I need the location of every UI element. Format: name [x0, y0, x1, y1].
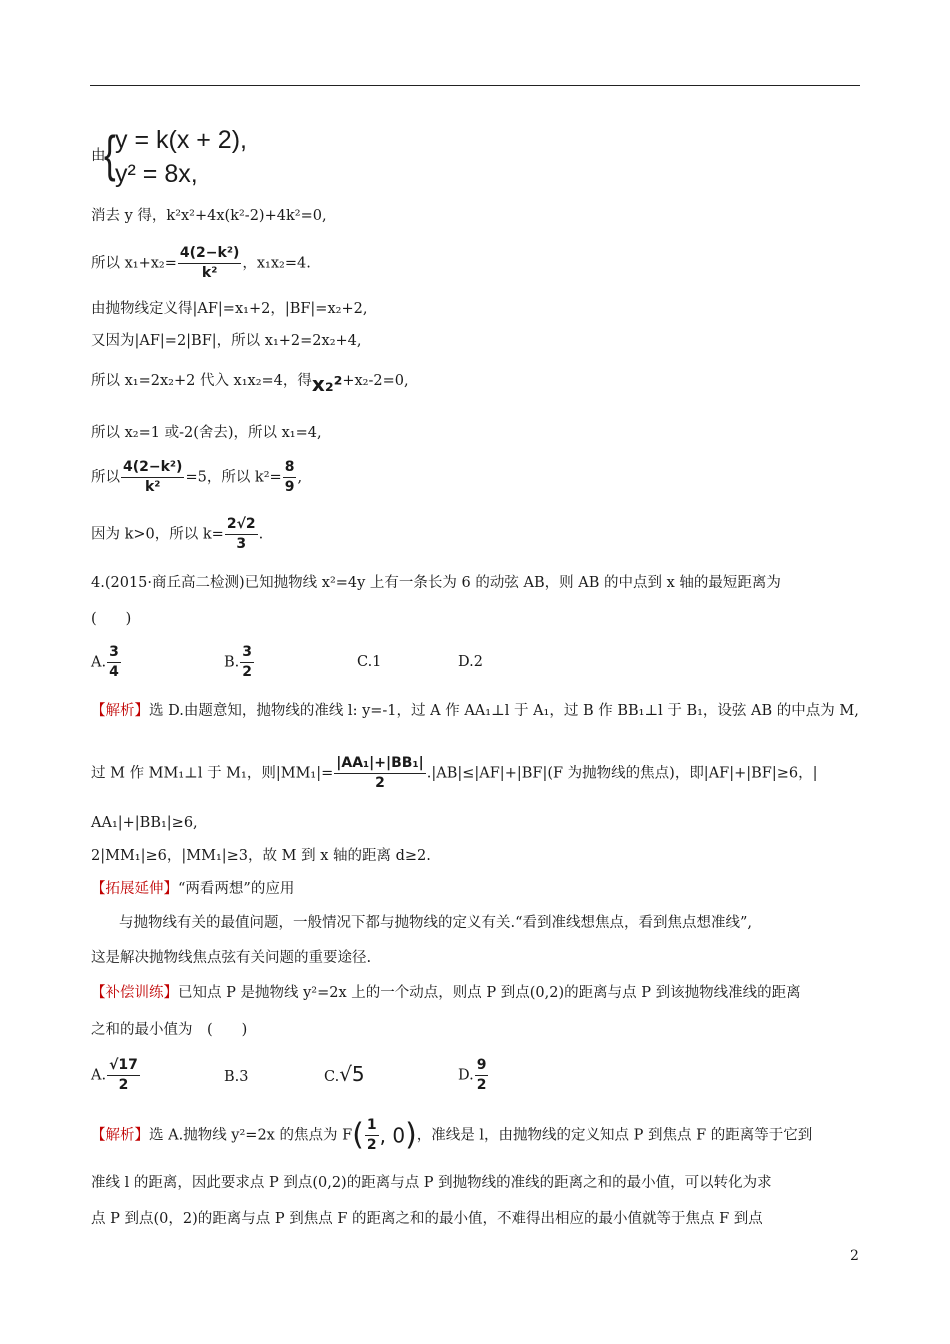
extension-paragraph-1: 与抛物线有关的最值问题，一般情况下都与抛物线的定义有关.“看到准线想焦点，看到焦点想准线”,	[119, 915, 753, 931]
line-substitute	[91, 368, 409, 396]
equation-1: y = k(x + 2),	[115, 126, 247, 154]
left-paren-icon: (	[352, 1117, 364, 1153]
q4-option-c: C.1	[357, 654, 382, 670]
solution-tag: 【解析】	[91, 1127, 149, 1144]
fraction-denominator: 2	[242, 664, 253, 680]
solution-2-line-2: 准线 l 的距离，因此要求点 P 到点(0,2)的距离与点 P 到抛物线的准线的距离之和的最小值，可以转化为求	[91, 1175, 772, 1191]
fraction-numerator: 8	[283, 459, 297, 478]
line-sum-roots	[91, 245, 311, 282]
fraction	[107, 1057, 140, 1094]
solution-1-line-1	[91, 701, 859, 721]
fraction-numerator: 9	[475, 1057, 489, 1076]
text: ,	[297, 469, 303, 486]
text: ，准线是 l，由抛物线的定义知点 P 到焦点 F 的距离等于它到	[416, 1127, 813, 1144]
fraction-denominator: 4	[109, 664, 119, 680]
fraction	[365, 1117, 379, 1154]
equation-2: y² = 8x,	[115, 160, 198, 188]
option-label: A.	[91, 1067, 107, 1084]
fraction-denominator: k²	[145, 479, 161, 495]
fraction-numerator: 1	[365, 1117, 379, 1136]
fraction-numerator: 2√2	[225, 516, 258, 535]
header-rule	[90, 85, 860, 86]
text: 所以 x₁=2x₂+2 代入 x₁x₂=4，得	[91, 373, 312, 389]
line-definition: 由抛物线定义得|AF|=x₁+2，|BF|=x₂+2,	[91, 301, 368, 317]
fraction	[178, 245, 241, 282]
fraction	[283, 459, 297, 496]
fraction-denominator: 2	[118, 1077, 129, 1093]
fraction-denominator: 2	[476, 1077, 487, 1093]
fraction-denominator: 2	[366, 1137, 377, 1153]
training-option-d	[458, 1057, 489, 1094]
x2-squared: x₂²	[311, 372, 343, 396]
q4-paren: ( )	[91, 611, 132, 627]
option-label: A.	[91, 654, 107, 671]
fraction-numerator: |AA₁|+|BB₁|	[334, 755, 425, 774]
fraction	[225, 516, 258, 553]
fraction-numerator: 3	[240, 644, 254, 663]
text: +x₂-2=0,	[342, 373, 409, 389]
fraction-numerator: 4(2−k²)	[121, 459, 184, 478]
training-stem-2: 之和的最小值为 ( )	[91, 1022, 248, 1038]
solution-2-line-3: 点 P 到点(0，2)的距离与点 P 到焦点 F 的距离之和的最小值，不难得出相应的最小值就等于焦点 F 到点	[91, 1211, 763, 1227]
fraction-numerator: √17	[107, 1057, 140, 1076]
text: 过 M 作 MM₁⊥l 于 M₁，则|MM₁|=	[91, 765, 334, 782]
page-number: 2	[850, 1248, 859, 1264]
point-tail: , 0	[379, 1123, 406, 1148]
training-option-b: B.3	[224, 1069, 249, 1085]
text: 因为 k>0，所以 k=	[91, 526, 224, 543]
text: .	[258, 526, 264, 543]
text: 选 D.由题意知，抛物线的准线 l: y=-1，过 A 作 AA₁⊥l 于 A₁，过 B 作 BB₁⊥l 于 B₁，设弦 AB 的中点为 M,	[149, 703, 859, 719]
fraction	[121, 459, 184, 496]
solution-tag: 【解析】	[91, 703, 149, 719]
training-stem-1	[91, 983, 801, 1003]
option-label: D.	[458, 1067, 474, 1084]
line-k-value	[91, 516, 263, 553]
fraction	[107, 644, 121, 681]
fraction	[334, 755, 425, 792]
system-prefix: 由	[91, 148, 106, 164]
fraction-denominator: k²	[201, 265, 218, 281]
solution-1-line-3: AA₁|+|BB₁|≥6,	[91, 815, 198, 831]
q4-stem: 4.(2015·商丘高二检测)已知抛物线 x²=4y 上有一条长为 6 的动弦 AB，则 AB 的中点到 x 轴的最短距离为	[91, 575, 781, 591]
fraction-denominator: 2	[375, 775, 385, 791]
line-roots: 所以 x₂=1 或-2(舍去)，所以 x₁=4,	[91, 425, 322, 441]
option-label: B.	[224, 654, 240, 671]
extension-tag: 【拓展延伸】	[91, 881, 178, 897]
line-since: 又因为|AF|=2|BF|，所以 x₁+2=2x₂+4,	[91, 333, 362, 349]
line-k-squared	[91, 459, 302, 496]
fraction-denominator: 9	[284, 479, 295, 495]
text: .|AB|≤|AF|+|BF|(F 为抛物线的焦点)，即|AF|+|BF|≥6，|	[426, 765, 818, 782]
solution-1-line-2	[91, 755, 818, 792]
option-label: C.	[324, 1069, 340, 1085]
sqrt-5: √5	[339, 1062, 365, 1086]
text: 所以	[91, 469, 120, 486]
fraction	[475, 1057, 489, 1094]
text: 已知点 P 是抛物线 y²=2x 上的一个动点，则点 P 到点(0,2)的距离与点 P 到该抛物线准线的距离	[178, 985, 801, 1001]
right-paren-icon: )	[405, 1117, 417, 1153]
training-option-c	[324, 1064, 365, 1087]
text: =5，所以 k²=	[185, 469, 282, 486]
fraction	[240, 644, 254, 681]
training-tag: 【补偿训练】	[91, 985, 178, 1001]
text: ，x₁x₂=4.	[242, 255, 311, 272]
q4-option-a	[91, 644, 122, 681]
text: 所以 x₁+x₂=	[91, 255, 177, 272]
q4-option-b	[224, 644, 255, 681]
training-option-a	[91, 1057, 141, 1094]
q4-option-d: D.2	[458, 654, 483, 670]
fraction-numerator: 4(2−k²)	[178, 245, 241, 264]
brace-icon: {	[104, 126, 116, 182]
extension-paragraph-2: 这是解决抛物线焦点弦有关问题的重要途径.	[91, 950, 372, 966]
extension-heading	[91, 879, 294, 899]
solution-2-line-1	[91, 1117, 812, 1154]
line-eliminate-y: 消去 y 得，k²x²+4x(k²-2)+4k²=0,	[91, 208, 327, 224]
fraction-numerator: 3	[107, 644, 121, 663]
text: 选 A.抛物线 y²=2x 的焦点为 F	[149, 1127, 353, 1144]
fraction-denominator: 3	[236, 536, 247, 552]
extension-title: “两看两想”的应用	[178, 881, 295, 897]
solution-1-line-4: 2|MM₁|≥6，|MM₁|≥3，故 M 到 x 轴的距离 d≥2.	[91, 848, 431, 864]
